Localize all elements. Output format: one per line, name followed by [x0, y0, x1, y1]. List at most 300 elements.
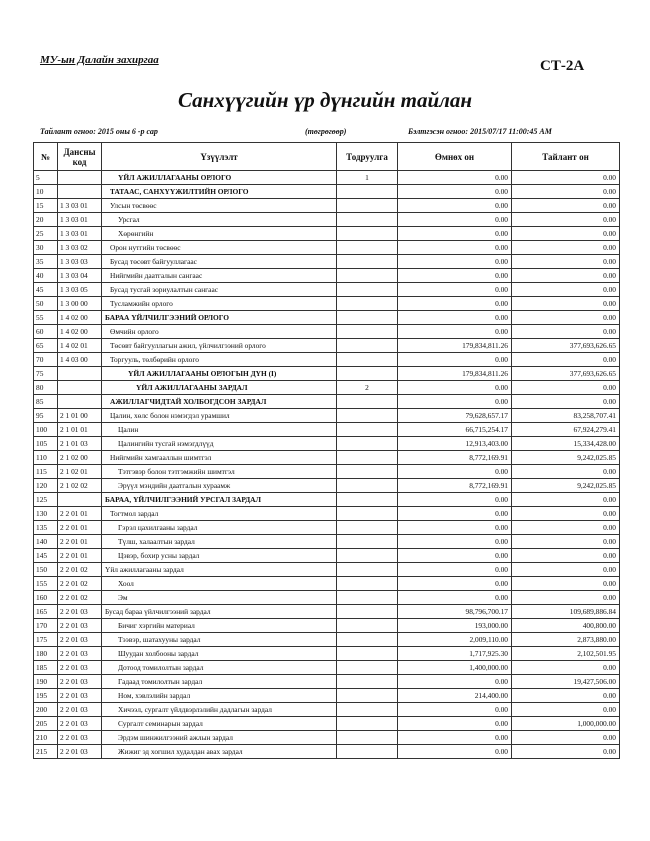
table-row — [34, 339, 620, 353]
table-row — [34, 493, 620, 507]
financial-results-table — [33, 142, 620, 759]
indicator-name: Тээвэр, шатахууны зардал — [102, 633, 337, 647]
column-header-note: Тодруулга — [337, 143, 398, 171]
current-year-value: 0.00 — [512, 563, 620, 577]
indicator-name: БАРАА, ҮЙЛЧИЛГЭЭНИЙ УРСГАЛ ЗАРДАЛ — [102, 493, 337, 507]
account-code: 1 3 03 04 — [58, 269, 102, 283]
table-row — [34, 185, 620, 199]
indicator-name: Өмчийн орлого — [102, 325, 337, 339]
current-year-value: 15,334,428.00 — [512, 437, 620, 451]
note-ref — [337, 255, 398, 269]
organization-name: МУ-ын Далайн захиргаа — [40, 54, 159, 66]
indicator-name: Гэрэл цахилгааны зардал — [102, 521, 337, 535]
row-number: 45 — [34, 283, 58, 297]
row-number: 190 — [34, 675, 58, 689]
table-row — [34, 619, 620, 633]
previous-year-value: 66,715,254.17 — [398, 423, 512, 437]
account-code: 1 3 03 01 — [58, 199, 102, 213]
account-code: 2 2 01 02 — [58, 563, 102, 577]
previous-year-value: 0.00 — [398, 493, 512, 507]
note-ref — [337, 311, 398, 325]
table-row — [34, 563, 620, 577]
row-number: 15 — [34, 199, 58, 213]
previous-year-value: 193,000.00 — [398, 619, 512, 633]
table-header-row — [34, 143, 620, 171]
account-code — [58, 185, 102, 199]
account-code — [58, 381, 102, 395]
row-number: 120 — [34, 479, 58, 493]
indicator-name: ТАТААС, САНХҮҮЖИЛТИЙН ОРЛОГО — [102, 185, 337, 199]
current-year-value: 0.00 — [512, 731, 620, 745]
row-number: 125 — [34, 493, 58, 507]
row-number: 35 — [34, 255, 58, 269]
previous-year-value: 214,400.00 — [398, 689, 512, 703]
table-row — [34, 745, 620, 759]
row-number: 170 — [34, 619, 58, 633]
account-code: 2 2 01 03 — [58, 703, 102, 717]
row-number: 115 — [34, 465, 58, 479]
table-row — [34, 661, 620, 675]
row-number: 180 — [34, 647, 58, 661]
previous-year-value: 0.00 — [398, 465, 512, 479]
account-code: 2 2 01 01 — [58, 507, 102, 521]
previous-year-value: 0.00 — [398, 549, 512, 563]
indicator-name: Бичиг хэргийн материал — [102, 619, 337, 633]
account-code: 2 1 01 03 — [58, 437, 102, 451]
indicator-name: Тэтгэвэр болон тэтгэмжийн шимтгэл — [102, 465, 337, 479]
account-code: 2 1 01 01 — [58, 423, 102, 437]
note-ref — [337, 437, 398, 451]
account-code: 2 2 01 03 — [58, 605, 102, 619]
previous-year-value: 0.00 — [398, 311, 512, 325]
currency-note: (төгрөгөөр) — [305, 127, 347, 136]
column-header-previous-year: Өмнөх он — [398, 143, 512, 171]
current-year-value: 0.00 — [512, 535, 620, 549]
previous-year-value: 179,834,811.26 — [398, 367, 512, 381]
row-number: 200 — [34, 703, 58, 717]
row-number: 80 — [34, 381, 58, 395]
account-code: 2 2 01 03 — [58, 647, 102, 661]
note-ref — [337, 367, 398, 381]
account-code: 2 1 02 02 — [58, 479, 102, 493]
current-year-value: 67,924,279.41 — [512, 423, 620, 437]
previous-year-value: 0.00 — [398, 577, 512, 591]
table-row — [34, 255, 620, 269]
note-ref — [337, 269, 398, 283]
note-ref — [337, 521, 398, 535]
previous-year-value: 0.00 — [398, 381, 512, 395]
previous-year-value: 0.00 — [398, 535, 512, 549]
previous-year-value: 179,834,811.26 — [398, 339, 512, 353]
table-row — [34, 283, 620, 297]
current-year-value: 0.00 — [512, 395, 620, 409]
current-year-value: 0.00 — [512, 171, 620, 185]
current-year-value: 0.00 — [512, 241, 620, 255]
row-number: 205 — [34, 717, 58, 731]
previous-year-value: 0.00 — [398, 703, 512, 717]
note-ref — [337, 661, 398, 675]
row-number: 40 — [34, 269, 58, 283]
note-ref — [337, 493, 398, 507]
column-header-account-code: Дансны код — [58, 143, 102, 171]
account-code: 2 1 02 00 — [58, 451, 102, 465]
table-row — [34, 381, 620, 395]
row-number: 175 — [34, 633, 58, 647]
current-year-value: 2,873,880.00 — [512, 633, 620, 647]
table-row — [34, 605, 620, 619]
current-year-value: 0.00 — [512, 549, 620, 563]
previous-year-value: 2,009,110.00 — [398, 633, 512, 647]
current-year-value: 0.00 — [512, 493, 620, 507]
table-row — [34, 577, 620, 591]
current-year-value: 0.00 — [512, 465, 620, 479]
current-year-value: 0.00 — [512, 703, 620, 717]
row-number: 75 — [34, 367, 58, 381]
note-ref — [337, 409, 398, 423]
previous-year-value: 8,772,169.91 — [398, 479, 512, 493]
current-year-value: 0.00 — [512, 227, 620, 241]
account-code: 2 2 01 01 — [58, 521, 102, 535]
indicator-name: Цалингийн тусгай нэмэгдлүүд — [102, 437, 337, 451]
current-year-value: 0.00 — [512, 507, 620, 521]
note-ref — [337, 213, 398, 227]
indicator-name: ҮЙЛ АЖИЛЛАГААНЫ ЗАРДАЛ — [102, 381, 337, 395]
note-ref — [337, 283, 398, 297]
note-ref — [337, 675, 398, 689]
row-number: 60 — [34, 325, 58, 339]
note-ref — [337, 465, 398, 479]
note-ref — [337, 353, 398, 367]
note-ref — [337, 577, 398, 591]
previous-year-value: 12,913,403.00 — [398, 437, 512, 451]
previous-year-value: 0.00 — [398, 171, 512, 185]
previous-year-value: 0.00 — [398, 591, 512, 605]
previous-year-value: 0.00 — [398, 395, 512, 409]
current-year-value: 83,258,707.41 — [512, 409, 620, 423]
table-row — [34, 675, 620, 689]
table-row — [34, 367, 620, 381]
previous-year-value: 0.00 — [398, 675, 512, 689]
account-code: 2 2 01 03 — [58, 661, 102, 675]
table-row — [34, 227, 620, 241]
note-ref — [337, 325, 398, 339]
indicator-name: Орон нутгийн төсвөөс — [102, 241, 337, 255]
account-code: 2 2 01 03 — [58, 633, 102, 647]
account-code: 2 1 02 01 — [58, 465, 102, 479]
current-year-value: 0.00 — [512, 381, 620, 395]
table-row — [34, 479, 620, 493]
indicator-name: Эм — [102, 591, 337, 605]
row-number: 155 — [34, 577, 58, 591]
previous-year-value: 1,717,925.30 — [398, 647, 512, 661]
indicator-name: Нийгмийн даатгалын сангаас — [102, 269, 337, 283]
row-number: 150 — [34, 563, 58, 577]
account-code: 2 2 01 03 — [58, 731, 102, 745]
current-year-value: 9,242,025.85 — [512, 479, 620, 493]
row-number: 145 — [34, 549, 58, 563]
indicator-name: Түлш, халаалтын зардал — [102, 535, 337, 549]
account-code — [58, 367, 102, 381]
note-ref — [337, 745, 398, 759]
previous-year-value: 0.00 — [398, 297, 512, 311]
account-code: 2 2 01 03 — [58, 745, 102, 759]
previous-year-value: 0.00 — [398, 283, 512, 297]
table-row — [34, 465, 620, 479]
note-ref — [337, 731, 398, 745]
previous-year-value: 0.00 — [398, 717, 512, 731]
row-number: 50 — [34, 297, 58, 311]
current-year-value: 0.00 — [512, 199, 620, 213]
indicator-name: Тогтмол зардал — [102, 507, 337, 521]
row-number: 130 — [34, 507, 58, 521]
row-number: 5 — [34, 171, 58, 185]
note-ref — [337, 563, 398, 577]
note-ref — [337, 423, 398, 437]
indicator-name: Цалин, хөлс болон нэмэгдэл урамшил — [102, 409, 337, 423]
previous-year-value: 1,400,000.00 — [398, 661, 512, 675]
table-row — [34, 213, 620, 227]
indicator-name: Хичээл, сургалт үйлдвэрлэлийн дадлагын зардал — [102, 703, 337, 717]
table-row — [34, 297, 620, 311]
indicator-name: Цэвэр, бохир усны зардал — [102, 549, 337, 563]
current-year-value: 377,693,626.65 — [512, 367, 620, 381]
previous-year-value: 0.00 — [398, 521, 512, 535]
row-number: 25 — [34, 227, 58, 241]
indicator-name: Улсын төсвөөс — [102, 199, 337, 213]
current-year-value: 0.00 — [512, 689, 620, 703]
previous-year-value: 0.00 — [398, 563, 512, 577]
account-code: 1 3 00 00 — [58, 297, 102, 311]
indicator-name: Нийгмийн хамгааллын шимтгэл — [102, 451, 337, 465]
column-header-indicator: Үзүүлэлт — [102, 143, 337, 171]
table-row — [34, 409, 620, 423]
form-code: СТ-2А — [540, 58, 585, 74]
account-code: 1 3 03 02 — [58, 241, 102, 255]
current-year-value: 400,800.00 — [512, 619, 620, 633]
report-title: Санхүүгийн үр дүнгийн тайлан — [177, 88, 473, 112]
column-header-current-year: Тайлант он — [512, 143, 620, 171]
current-year-value: 0.00 — [512, 255, 620, 269]
previous-year-value: 0.00 — [398, 731, 512, 745]
table-row — [34, 521, 620, 535]
account-code: 2 2 01 01 — [58, 549, 102, 563]
indicator-name: Цалин — [102, 423, 337, 437]
account-code: 2 2 01 03 — [58, 689, 102, 703]
previous-year-value: 0.00 — [398, 227, 512, 241]
table-row — [34, 437, 620, 451]
account-code — [58, 171, 102, 185]
note-ref — [337, 549, 398, 563]
previous-year-value: 0.00 — [398, 507, 512, 521]
row-number: 105 — [34, 437, 58, 451]
table-row — [34, 717, 620, 731]
indicator-name: ҮЙЛ АЖИЛЛАГААНЫ ОРЛОГЫН ДҮН (I) — [102, 367, 337, 381]
row-number: 140 — [34, 535, 58, 549]
indicator-name: Төсөвт байгууллагын ажил, үйлчилгээний орлого — [102, 339, 337, 353]
current-year-value: 0.00 — [512, 213, 620, 227]
table-row — [34, 591, 620, 605]
current-year-value: 0.00 — [512, 661, 620, 675]
table-row — [34, 535, 620, 549]
account-code: 1 4 02 01 — [58, 339, 102, 353]
note-ref: 2 — [337, 381, 398, 395]
account-code: 1 4 02 00 — [58, 325, 102, 339]
table-body — [34, 171, 620, 759]
previous-year-value: 98,796,700.17 — [398, 605, 512, 619]
indicator-name: Ном, хэвлэлийн зардал — [102, 689, 337, 703]
note-ref — [337, 241, 398, 255]
indicator-name: Гадаад томилолтын зардал — [102, 675, 337, 689]
indicator-name: БАРАА ҮЙЛЧИЛГЭЭНИЙ ОРЛОГО — [102, 311, 337, 325]
row-number: 135 — [34, 521, 58, 535]
current-year-value: 19,427,506.00 — [512, 675, 620, 689]
account-code: 2 2 01 03 — [58, 675, 102, 689]
indicator-name: Хоол — [102, 577, 337, 591]
account-code: 1 4 03 00 — [58, 353, 102, 367]
indicator-name: Эрүүл мэндийн даатгалын хураамж — [102, 479, 337, 493]
row-number: 110 — [34, 451, 58, 465]
current-year-value: 2,102,501.95 — [512, 647, 620, 661]
note-ref — [337, 451, 398, 465]
account-code — [58, 493, 102, 507]
current-year-value: 0.00 — [512, 283, 620, 297]
indicator-name: Шуудан холбооны зардал — [102, 647, 337, 661]
current-year-value: 0.00 — [512, 325, 620, 339]
current-year-value: 0.00 — [512, 745, 620, 759]
account-code: 2 2 01 03 — [58, 619, 102, 633]
indicator-name: Жижиг эд хогшил худалдан авах зардал — [102, 745, 337, 759]
note-ref — [337, 689, 398, 703]
indicator-name: Торгууль, төлбөрийн орлого — [102, 353, 337, 367]
indicator-name: Дотоод томилолтын зардал — [102, 661, 337, 675]
row-number: 65 — [34, 339, 58, 353]
account-code: 2 2 01 01 — [58, 535, 102, 549]
previous-year-value: 0.00 — [398, 745, 512, 759]
previous-year-value: 0.00 — [398, 325, 512, 339]
previous-year-value: 0.00 — [398, 241, 512, 255]
note-ref — [337, 199, 398, 213]
account-code — [58, 395, 102, 409]
previous-year-value: 0.00 — [398, 255, 512, 269]
table-row — [34, 731, 620, 745]
table-row — [34, 647, 620, 661]
note-ref — [337, 535, 398, 549]
indicator-name: Бусад тусгай зориулалтын сангаас — [102, 283, 337, 297]
indicator-name: АЖИЛЛАГЧИДТАЙ ХОЛБОГДСОН ЗАРДАЛ — [102, 395, 337, 409]
column-header-number: № — [34, 143, 58, 171]
note-ref — [337, 339, 398, 353]
table-row — [34, 703, 620, 717]
note-ref: 1 — [337, 171, 398, 185]
note-ref — [337, 591, 398, 605]
generated-date: Бэлтгэсэн огноо: 2015/07/17 11:00:45 AM — [408, 127, 552, 136]
account-code: 1 3 03 05 — [58, 283, 102, 297]
table-row — [34, 199, 620, 213]
account-code: 2 2 01 02 — [58, 591, 102, 605]
previous-year-value: 8,772,169.91 — [398, 451, 512, 465]
note-ref — [337, 507, 398, 521]
table-row — [34, 325, 620, 339]
current-year-value: 0.00 — [512, 185, 620, 199]
note-ref — [337, 605, 398, 619]
table-row — [34, 395, 620, 409]
current-year-value: 0.00 — [512, 297, 620, 311]
previous-year-value: 0.00 — [398, 213, 512, 227]
previous-year-value: 79,628,657.17 — [398, 409, 512, 423]
indicator-name: Урсгал — [102, 213, 337, 227]
indicator-name: Хөрөнгийн — [102, 227, 337, 241]
account-code: 2 1 01 00 — [58, 409, 102, 423]
account-code: 1 3 03 01 — [58, 227, 102, 241]
current-year-value: 0.00 — [512, 353, 620, 367]
current-year-value: 0.00 — [512, 269, 620, 283]
row-number: 215 — [34, 745, 58, 759]
note-ref — [337, 395, 398, 409]
account-code: 1 4 02 00 — [58, 311, 102, 325]
table-row — [34, 241, 620, 255]
previous-year-value: 0.00 — [398, 199, 512, 213]
table-row — [34, 451, 620, 465]
table-row — [34, 633, 620, 647]
note-ref — [337, 297, 398, 311]
indicator-name: Бусад бараа үйлчилгээний зардал — [102, 605, 337, 619]
row-number: 10 — [34, 185, 58, 199]
previous-year-value: 0.00 — [398, 185, 512, 199]
note-ref — [337, 647, 398, 661]
current-year-value: 0.00 — [512, 577, 620, 591]
row-number: 185 — [34, 661, 58, 675]
note-ref — [337, 717, 398, 731]
current-year-value: 1,000,000.00 — [512, 717, 620, 731]
current-year-value: 0.00 — [512, 521, 620, 535]
table-row — [34, 423, 620, 437]
table-row — [34, 171, 620, 185]
table-row — [34, 549, 620, 563]
table-row — [34, 689, 620, 703]
table-row — [34, 269, 620, 283]
current-year-value: 0.00 — [512, 591, 620, 605]
note-ref — [337, 703, 398, 717]
row-number: 70 — [34, 353, 58, 367]
row-number: 160 — [34, 591, 58, 605]
previous-year-value: 0.00 — [398, 353, 512, 367]
indicator-name: Эрдэм шинжилгээний ажлын зардал — [102, 731, 337, 745]
row-number: 55 — [34, 311, 58, 325]
row-number: 210 — [34, 731, 58, 745]
table-row — [34, 353, 620, 367]
current-year-value: 109,689,886.84 — [512, 605, 620, 619]
row-number: 30 — [34, 241, 58, 255]
row-number: 165 — [34, 605, 58, 619]
table-row — [34, 507, 620, 521]
note-ref — [337, 185, 398, 199]
account-code: 1 3 03 03 — [58, 255, 102, 269]
previous-year-value: 0.00 — [398, 269, 512, 283]
indicator-name: Тусламжийн орлого — [102, 297, 337, 311]
account-code: 1 3 03 01 — [58, 213, 102, 227]
current-year-value: 0.00 — [512, 311, 620, 325]
row-number: 95 — [34, 409, 58, 423]
account-code: 2 2 01 03 — [58, 717, 102, 731]
indicator-name: Сургалт семинарын зардал — [102, 717, 337, 731]
row-number: 20 — [34, 213, 58, 227]
note-ref — [337, 633, 398, 647]
indicator-name: Үйл ажиллагааны зардал — [102, 563, 337, 577]
note-ref — [337, 619, 398, 633]
note-ref — [337, 227, 398, 241]
indicator-name: ҮЙЛ АЖИЛЛАГААНЫ ОРЛОГО — [102, 171, 337, 185]
table-row — [34, 311, 620, 325]
